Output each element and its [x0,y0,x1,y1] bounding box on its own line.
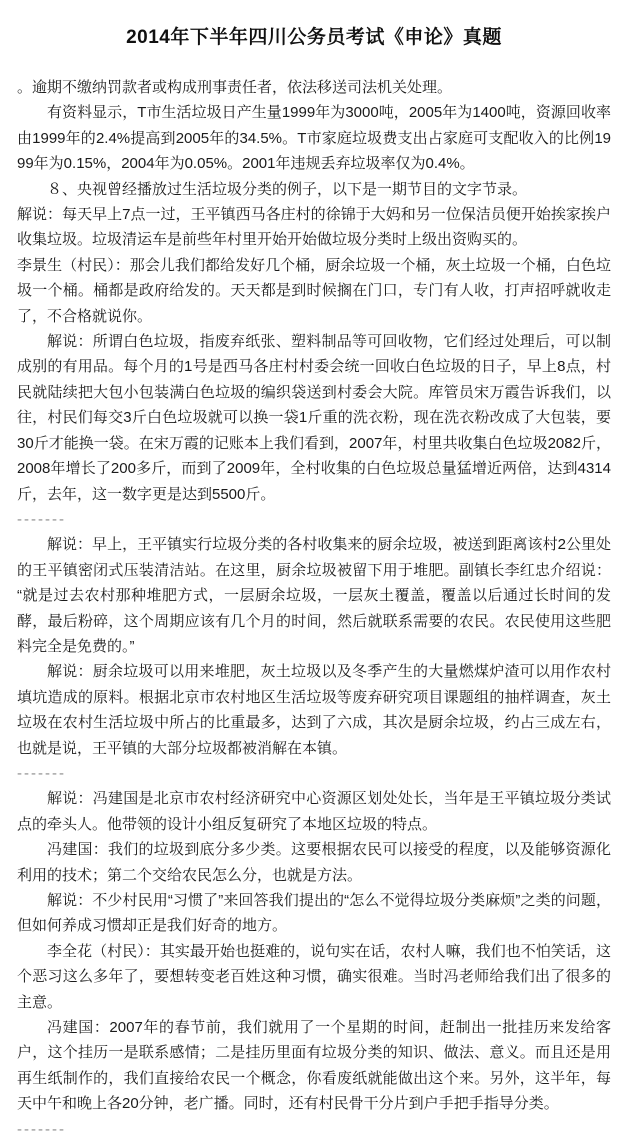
paragraph: 解说：不少村民用“习惯了”来回答我们提出的“怎么不觉得垃圾分类麻烦”之类的问题，但如何养成习惯却正是我们好奇的地方。 [17,892,611,935]
dashed-separator: ------- [17,764,66,782]
paragraph: 有资料显示，T市生活垃圾日产生量1999年为3000吨，2005年为1400吨，资源回收率由1999年的2.4%提高到2005年的34.5%。T市家庭垃圾费支出占家庭可支配收入的比例1999年为0.15%，2004年为0.05%。2001年违规丢弃垃圾率仅为0.4%。 [17,104,611,173]
dashed-separator: ------- [17,1120,66,1138]
document-page [17,22,611,1142]
paragraph: ８、央视曾经播放过生活垃圾分类的例子，以下是一期节目的文字节录。 [47,180,528,198]
paragraph: 李全花（村民）：其实最开始也挺难的，说句实在话，农村人嘛，我们也不怕笑话，这个恶习这么多年了，要想转变老百姓这种习惯，确实很难。当时冯老师给我们出了很多的主意。 [17,942,611,1011]
paragraph: 解说：早上，王平镇实行垃圾分类的各村收集来的厨余垃圾，被送到距离该村2公里处的王平镇密闭式压装清洁站。在这里，厨余垃圾被留下用于堆肥。副镇长李红忠介绍说：“就是过去农村那种堆肥方式，一层厨余垃圾，一层灰土覆盖，覆盖以后通过长时间的发酵，最后粉碎，这个周期应该有几个月的时间，然后就联系需要的农民。农民使用这些肥料完全是免费的。” [17,536,611,655]
paragraph: 解说：每天早上7点一过，王平镇西马各庄村的徐锦于大妈和另一位保洁员便开始挨家挨户收集垃圾。垃圾清运车是前些年村里开始开始做垃圾分类时上级出资购买的。 [17,206,611,249]
paragraph: 解说：所谓白色垃圾，指废弃纸张、塑料制品等可回收物，它们经过处理后，可以制成别的有用品。每个月的1号是西马各庄村村委会统一回收白色垃圾的日子，早上8点，村民就陆续把大包小包装满白色垃圾的编织袋送到村委会大院。库管员宋万霞告诉我们，以往，村民们每交3斤白色垃圾就可以换一袋1斤重的洗衣粉，现在洗衣粉改成了大包装，要30斤才能换一袋。在宋万霞的记账本上我们看到，2007年，村里共收集白色垃圾2082斤，2008年增长了200多斤，而到了2009年，全村收集的白色垃圾总量猛增近两倍，达到4314斤，去年，这一数字更是达到5500斤。 [17,333,611,503]
paragraph: 冯建国：我们的垃圾到底分多少类。这要根据农民可以接受的程度，以及能够资源化利用的技术；第二个交给农民怎么分，也就是方法。 [17,841,611,884]
page-title: 2014年下半年四川公务员考试《申论》真题 [126,27,502,48]
paragraph: 冯建国：2007年的春节前，我们就用了一个星期的时间，赶制出一批挂历来发给客户，这个挂历一是联系感情；二是挂历里面有垃圾分类的知识、做法、意义。而且还是用再生纸制作的，我们直接给农民一个概念，你看废纸就能做出这个来。另外，这半年，每天中午和晚上各20分钟，老广播。同时，还有村民骨干分片到户手把手指导分类。 [17,1019,611,1113]
dashed-separator: ------- [17,510,66,528]
paragraph: 解说：厨余垃圾可以用来堆肥，灰土垃圾以及冬季产生的大量燃煤炉渣可以用作农村填坑造成的原料。根据北京市农村地区生活垃圾等废弃研究项目课题组的抽样调查，灰土垃圾在农村生活垃圾中所占的比重最多，达到了六成，其次是厨余垃圾，约占三成左右，也就是说，王平镇的大部分垃圾都被消解在本镇。 [17,663,611,757]
paragraph: 李景生（村民）：那会儿我们都给发好几个桶，厨余垃圾一个桶，灰土垃圾一个桶，白色垃圾一个桶。桶都是政府给发的。天天都是到时候搁在门口，专门有人收，打声招呼就收走了，不合格就说你。 [17,256,611,325]
paragraph: 解说：冯建国是北京市农村经济研究中心资源区划处处长，当年是王平镇垃圾分类试点的牵头人。他带领的设计小组反复研究了本地区垃圾的特点。 [17,790,611,833]
paragraph: 。逾期不缴纳罚款者或构成刑事责任者，依法移送司法机关处理。 [17,79,453,96]
